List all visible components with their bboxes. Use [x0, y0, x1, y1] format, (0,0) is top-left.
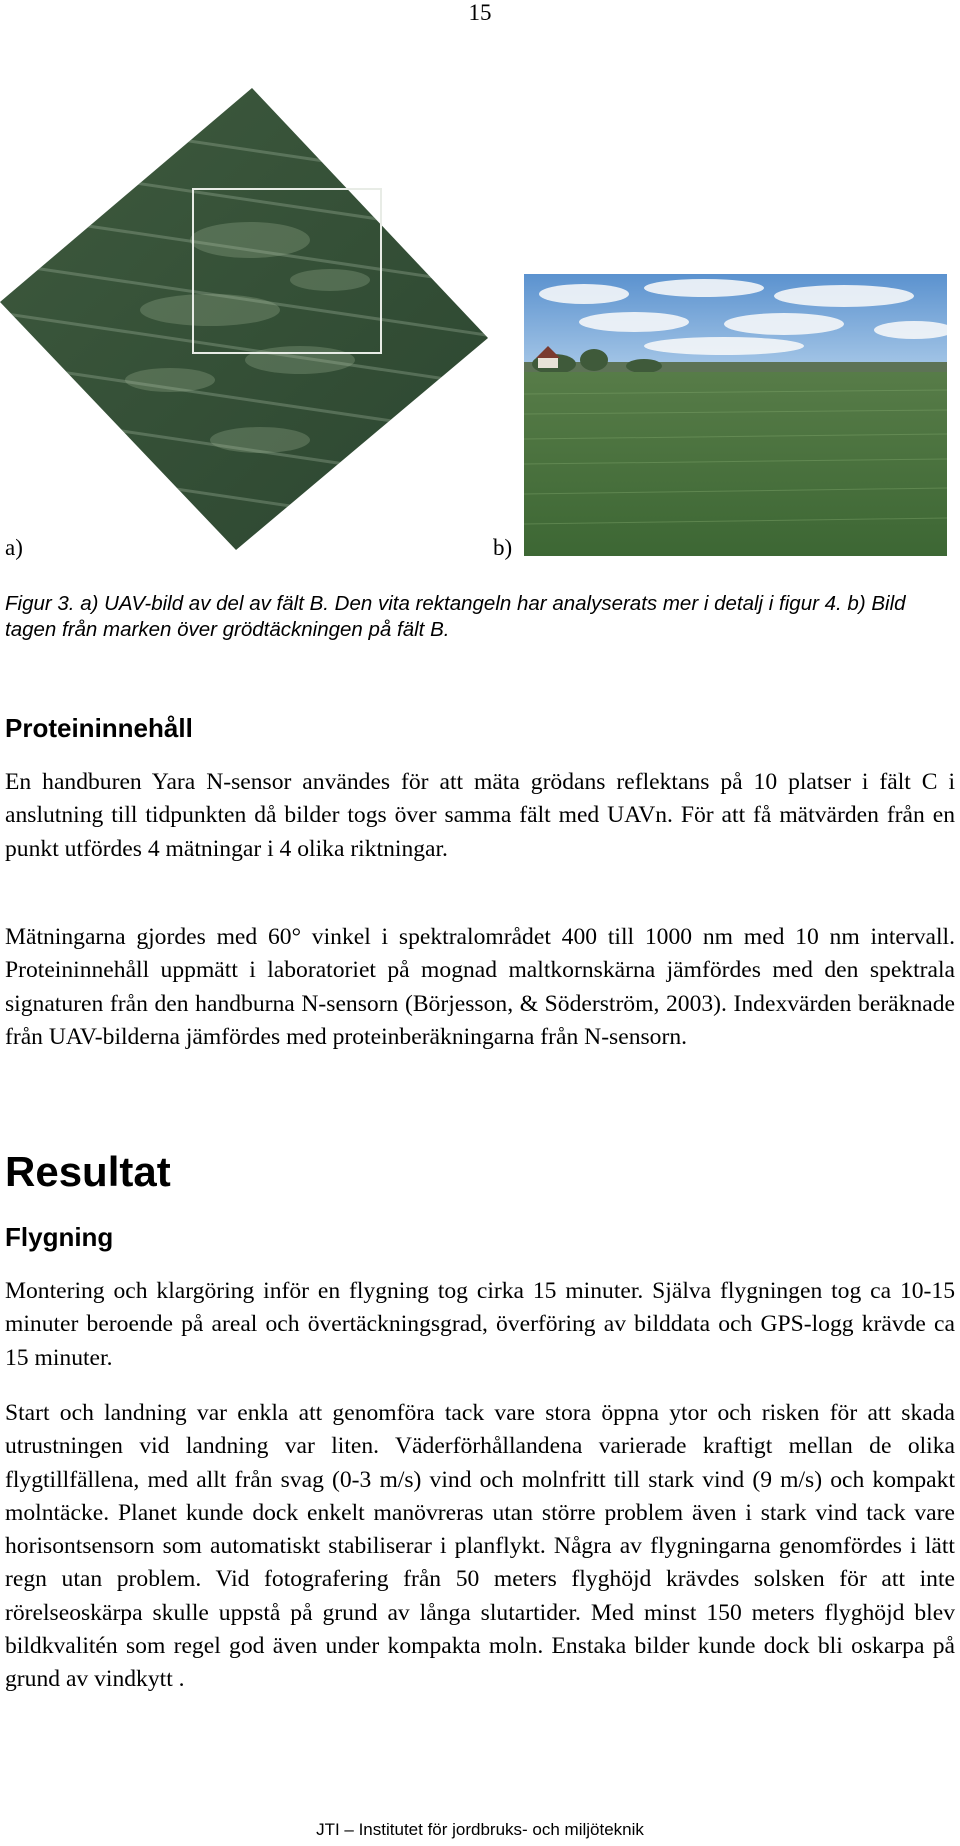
ground-field-photo: [524, 274, 947, 556]
page-number: 15: [468, 0, 492, 25]
paragraph-protein-1: En handburen Yara N-sensor användes för att mäta grödans reflektans på 10 platser i fält C i anslutning till tidpunkten då bilder togs över samma fält med UAVn. För att få mätvärden från en punkt utfördes 4 mätningar i 4 olika riktningar.: [5, 769, 955, 862]
page-footer: JTI – Institutet för jordbruks- och miljöteknik: [316, 1820, 644, 1839]
subheading-flight: Flygning: [5, 1222, 114, 1252]
section-heading-protein: Proteininnehåll: [5, 713, 193, 743]
figure-label-a: a): [5, 535, 23, 560]
paragraph-protein-2: Mätningarna gjordes med 60° vinkel i spektralområdet 400 till 1000 nm med 10 nm intervall. Proteininnehåll uppmätt i laboratoriet på mognad maltkornskärna jämfördes med den spektrala signaturen från den handburna N-sensorn (Börjesson, & Söderström, 2003). Indexvärden beräknade från UAV-bilderna jämfördes med proteinberäkningarna från N-sensorn.: [5, 924, 955, 1050]
paragraph-flight-2: Start och landning var enkla att genomföra tack vare stora öppna ytor och risken för att skada utrustningen vid landning var liten. Väderförhållandena varierade kraftigt mellan de olika flygtillfällena, med allt från svag (0-3 m/s) vind och molnfritt till stark vind (9 m/s) och kompakt molntäcke. Planet kunde dock enkelt manövreras utan större problem även i stark vind tack vare horisontsensorn som automatiskt stabiliserar i planflykt. Några av flygningarna genomfördes i lätt regn utan problem. Vid fotografering från 50 meters flyghöjd krävdes solsken för att inte rörelseoskärpa skulle uppstå på grund av långa slutartider. Med minst 150 meters flyghöjd blev bildkvalitén som regel god även under kompakta moln. Enstaka bilder kunde dock bli oskarpa på grund av vindkytt .: [5, 1400, 955, 1693]
section-heading-results: Resultat: [5, 1148, 171, 1195]
figure-caption: Figur 3. a) UAV-bild av del av fält B. Den vita rektangeln har analyserats mer i detalj i figur 4. b) Bild tagen från marken över grödtäckningen på fält B.: [5, 592, 906, 641]
paragraph-flight-1: Montering och klargöring inför en flygning tog cirka 15 minuter. Själva flygningen tog ca 10-15 minuter beroende på areal och övertäckningsgrad, överföring av bilddata och GPS-logg krävde ca 15 minuter.: [5, 1278, 955, 1371]
figure-label-b: b): [493, 535, 513, 560]
uav-aerial-image: [0, 80, 500, 560]
